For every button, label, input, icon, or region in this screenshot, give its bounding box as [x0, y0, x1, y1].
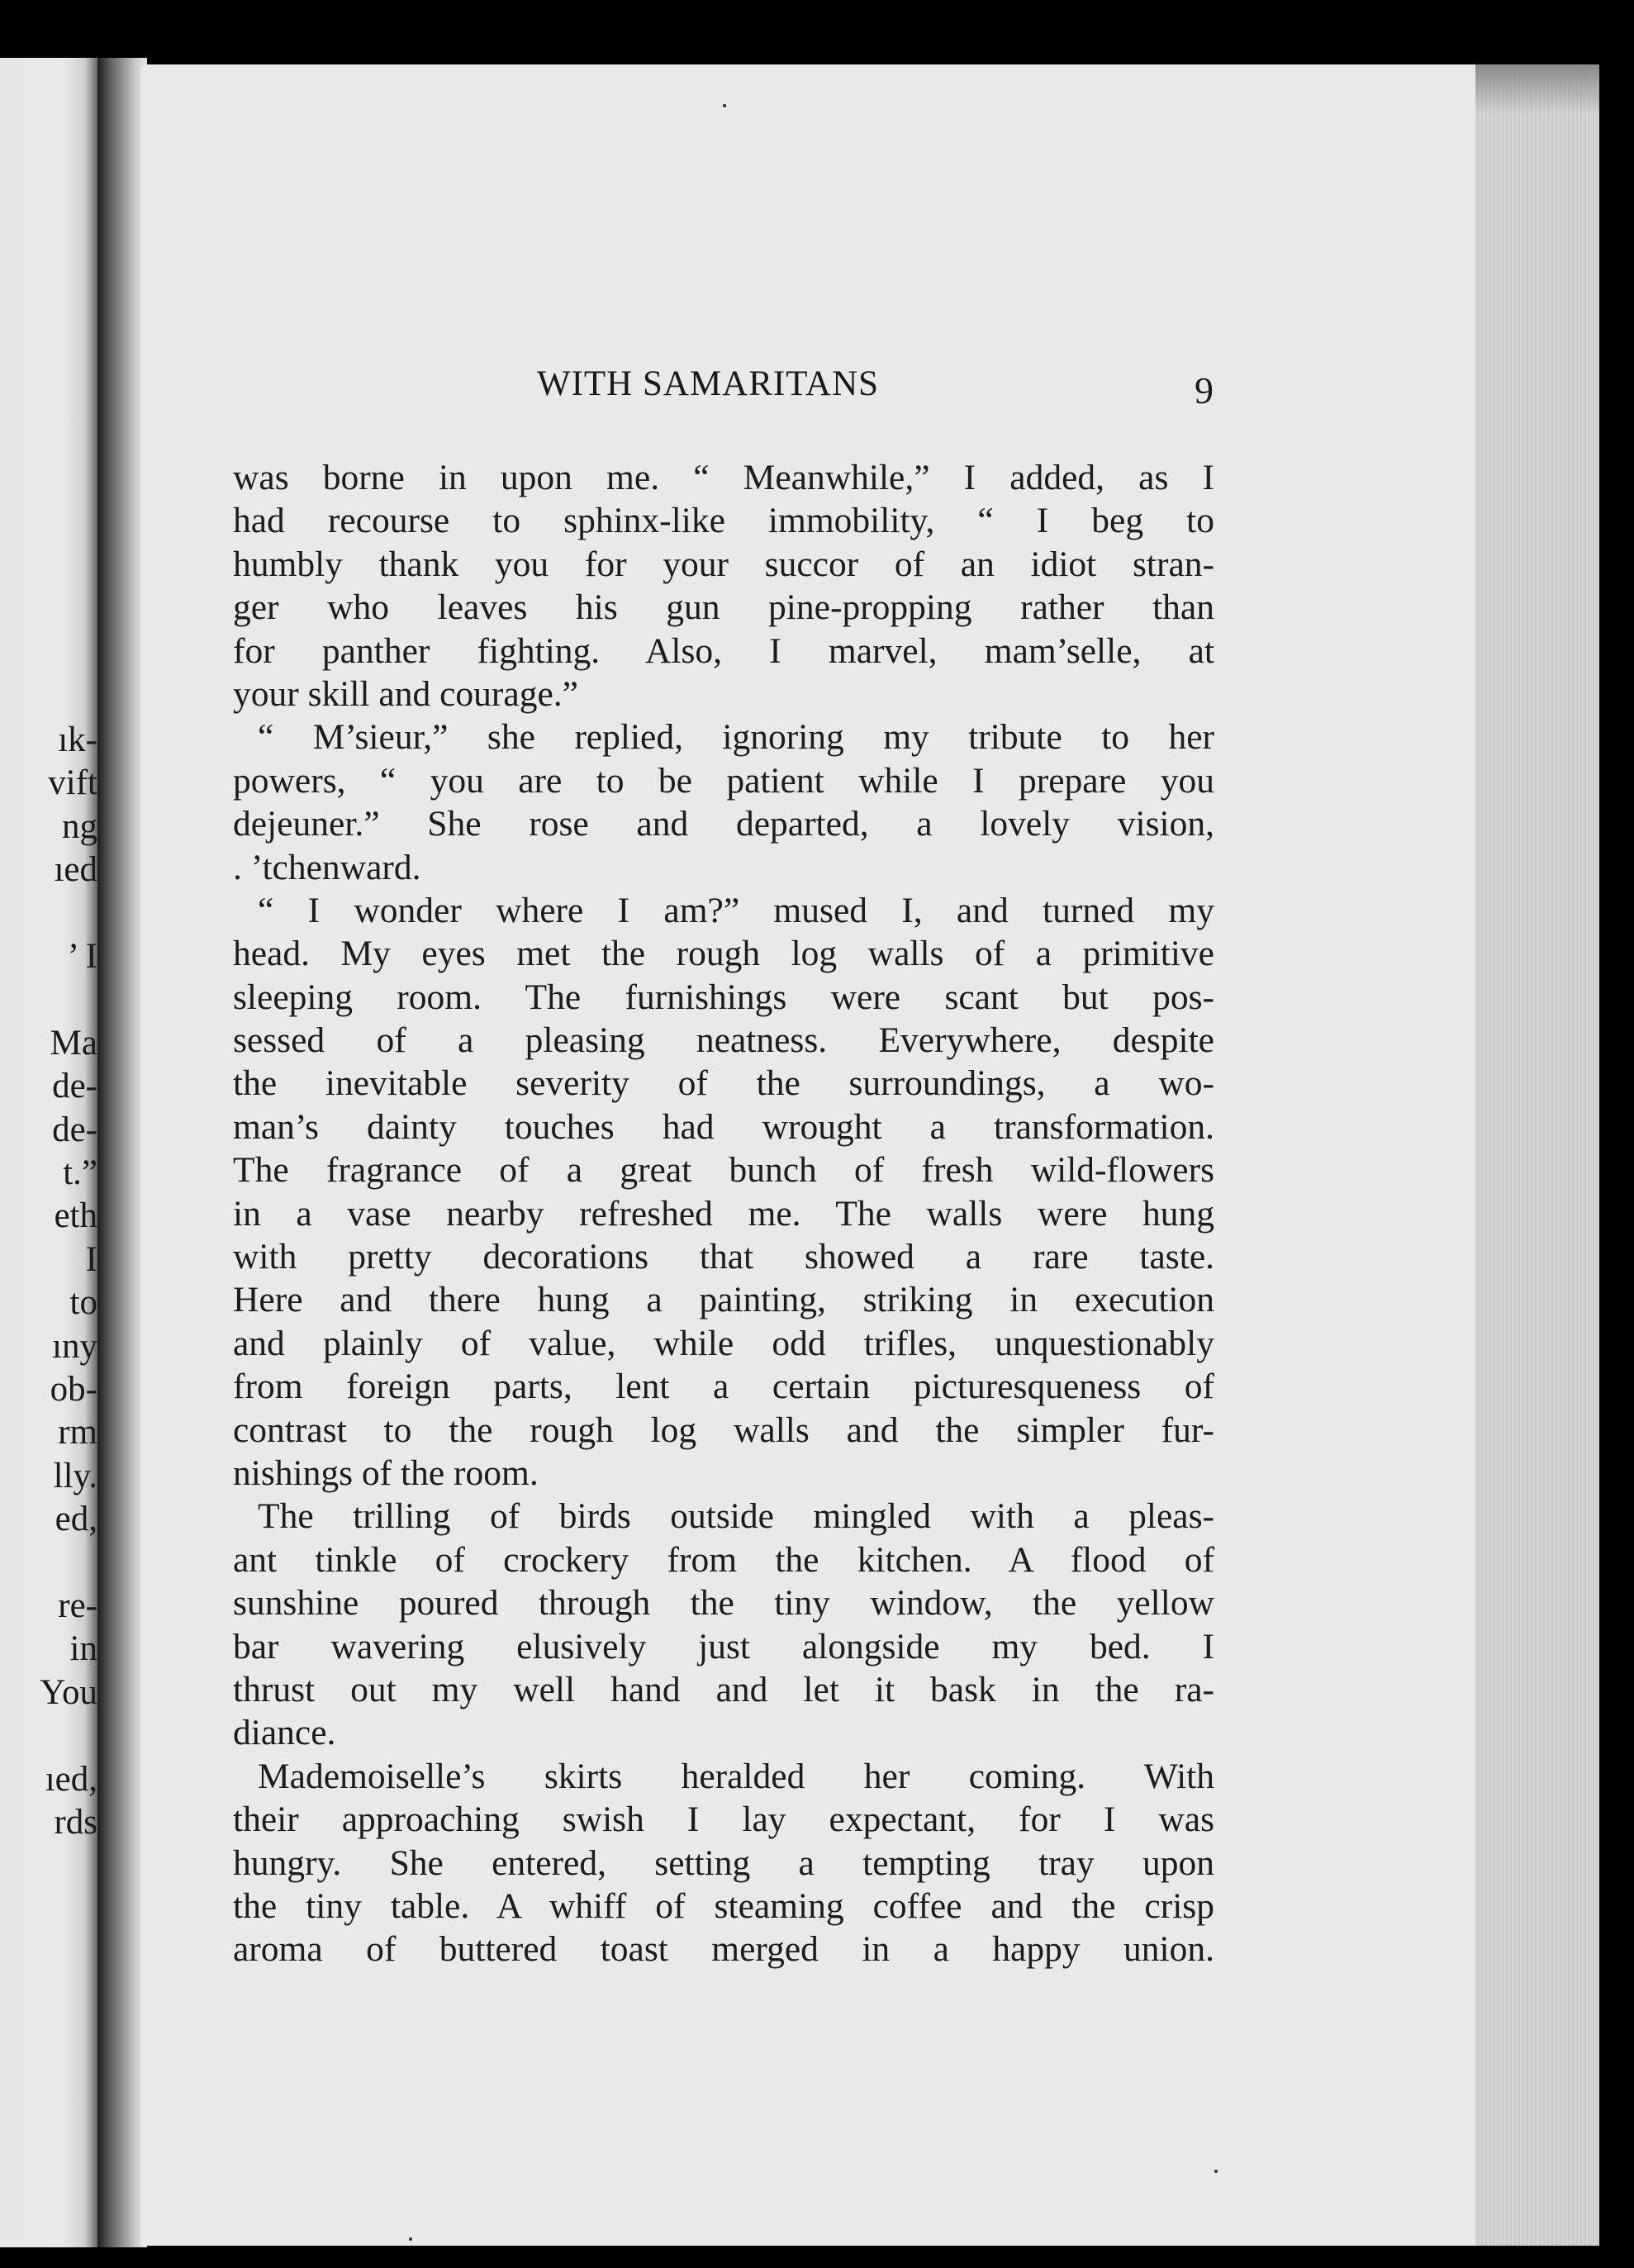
book-gutter	[97, 58, 147, 2247]
facing-page-fragment: t.”	[63, 1153, 97, 1192]
print-speck	[409, 2237, 412, 2241]
facing-page-fragment: re-	[58, 1586, 97, 1625]
facing-page-fragment: Ma	[50, 1023, 97, 1063]
facing-page-fragment: ıny	[52, 1326, 97, 1366]
facing-page-text-fragments	[0, 58, 97, 2247]
facing-page-fragment: ıed,	[45, 1759, 97, 1799]
facing-page-fragment: to	[69, 1283, 97, 1323]
text-line: from foreign parts, lent a certain picturesqueness of	[233, 1367, 1214, 1407]
text-line: powers, “ you are to be patient while I prepare you	[233, 760, 1214, 801]
facing-page-fragment: ’ I	[67, 937, 97, 976]
text-line: ger who leaves his gun pine-propping rather than	[233, 587, 1214, 628]
text-line: sunshine poured through the tiny window, the yellow	[233, 1583, 1214, 1624]
text-line: nishings of the room.	[233, 1453, 539, 1493]
text-line: in a vase nearby refreshed me. The walls were hung	[233, 1193, 1214, 1234]
facing-page-fragment: de-	[52, 1110, 97, 1149]
print-speck	[1214, 2170, 1218, 2173]
print-speck	[723, 104, 726, 107]
text-line: was borne in upon me. “ Meanwhile,” I added, as I	[233, 458, 1214, 497]
text-line: humbly thank you for your succor of an idiot stran-	[233, 544, 1214, 584]
text-line: ant tinkle of crockery from the kitchen. A flood of	[233, 1539, 1214, 1580]
facing-page-fragment: in	[69, 1629, 97, 1669]
text-line: . ’tchenward.	[233, 847, 421, 887]
page-number: 9	[1195, 369, 1214, 411]
text-line: head. My eyes met the rough log walls of a primitive	[233, 934, 1214, 974]
facing-page-fragment: ık-	[58, 720, 97, 759]
text-line: dejeuner.” She rose and departed, a lovely vision,	[233, 804, 1214, 844]
text-line: with pretty decorations that showed a rare taste.	[233, 1237, 1214, 1277]
text-line: “ I wonder where I am?” mused I, and turned my	[258, 890, 1214, 930]
text-line: the inevitable severity of the surroundings, a wo-	[233, 1063, 1214, 1104]
text-line: hungry. She entered, setting a tempting tray upon	[233, 1842, 1214, 1883]
facing-page-fragment: rm	[58, 1413, 97, 1453]
facing-page-fragment: ıed	[54, 850, 97, 890]
text-line: sessed of a pleasing neatness. Everywhere, despite	[233, 1020, 1214, 1061]
running-head-title: WITH SAMARITANS	[537, 364, 880, 403]
text-line: thrust out my well hand and let it bask in the ra-	[233, 1669, 1214, 1709]
facing-page	[0, 58, 106, 2247]
facing-page-fragment: You	[40, 1672, 97, 1712]
text-line: Mademoiselle’s skirts heralded her coming. With	[258, 1756, 1214, 1796]
facing-page-fragment: ob-	[50, 1370, 97, 1409]
text-line: aroma of buttered toast merged in a happy union.	[233, 1929, 1214, 1970]
text-line: their approaching swish I lay expectant, for I was	[233, 1800, 1214, 1840]
text-line: your skill and courage.”	[233, 673, 578, 714]
text-line: Here and there hung a painting, striking in execution	[233, 1280, 1214, 1320]
facing-page-fragment: vift	[48, 763, 97, 803]
text-line: had recourse to sphinx-like immobility, “ I beg to	[233, 501, 1214, 541]
facing-page-fragment: I	[85, 1239, 97, 1279]
facing-page-fragment: ed,	[55, 1500, 97, 1539]
text-line: diance.	[233, 1713, 336, 1753]
page-edges	[1475, 64, 1599, 2246]
text-line: man’s dainty touches had wrought a transformation.	[233, 1106, 1214, 1147]
facing-page-fragment: ng	[62, 806, 97, 846]
page-edges-shadow	[1475, 64, 1599, 114]
facing-page-fragment: lly.	[53, 1456, 97, 1495]
facing-page-fragment: eth	[54, 1196, 97, 1236]
facing-page-fragment: de-	[52, 1067, 97, 1106]
text-line: The trilling of birds outside mingled with a pleas-	[258, 1496, 1214, 1537]
text-line: sleeping room. The furnishings were scant but pos-	[233, 977, 1214, 1017]
text-line: “ M’sieur,” she replied, ignoring my tribute to her	[258, 717, 1214, 758]
book-page	[140, 64, 1479, 2246]
facing-page-fragment: rds	[54, 1803, 97, 1842]
text-line: contrast to the rough log walls and the simpler fur-	[233, 1410, 1214, 1450]
text-line: the tiny table. A whiff of steaming coffee and the crisp	[233, 1885, 1214, 1926]
text-line: The fragrance of a great bunch of fresh wild-flowers	[233, 1150, 1214, 1191]
text-line: bar wavering elusively just alongside my bed. I	[233, 1626, 1214, 1667]
body-text	[233, 456, 1214, 1971]
text-line: and plainly of value, while odd trifles, unquestionably	[233, 1323, 1214, 1363]
text-line: for panther fighting. Also, I marvel, mam’selle, at	[233, 630, 1214, 671]
